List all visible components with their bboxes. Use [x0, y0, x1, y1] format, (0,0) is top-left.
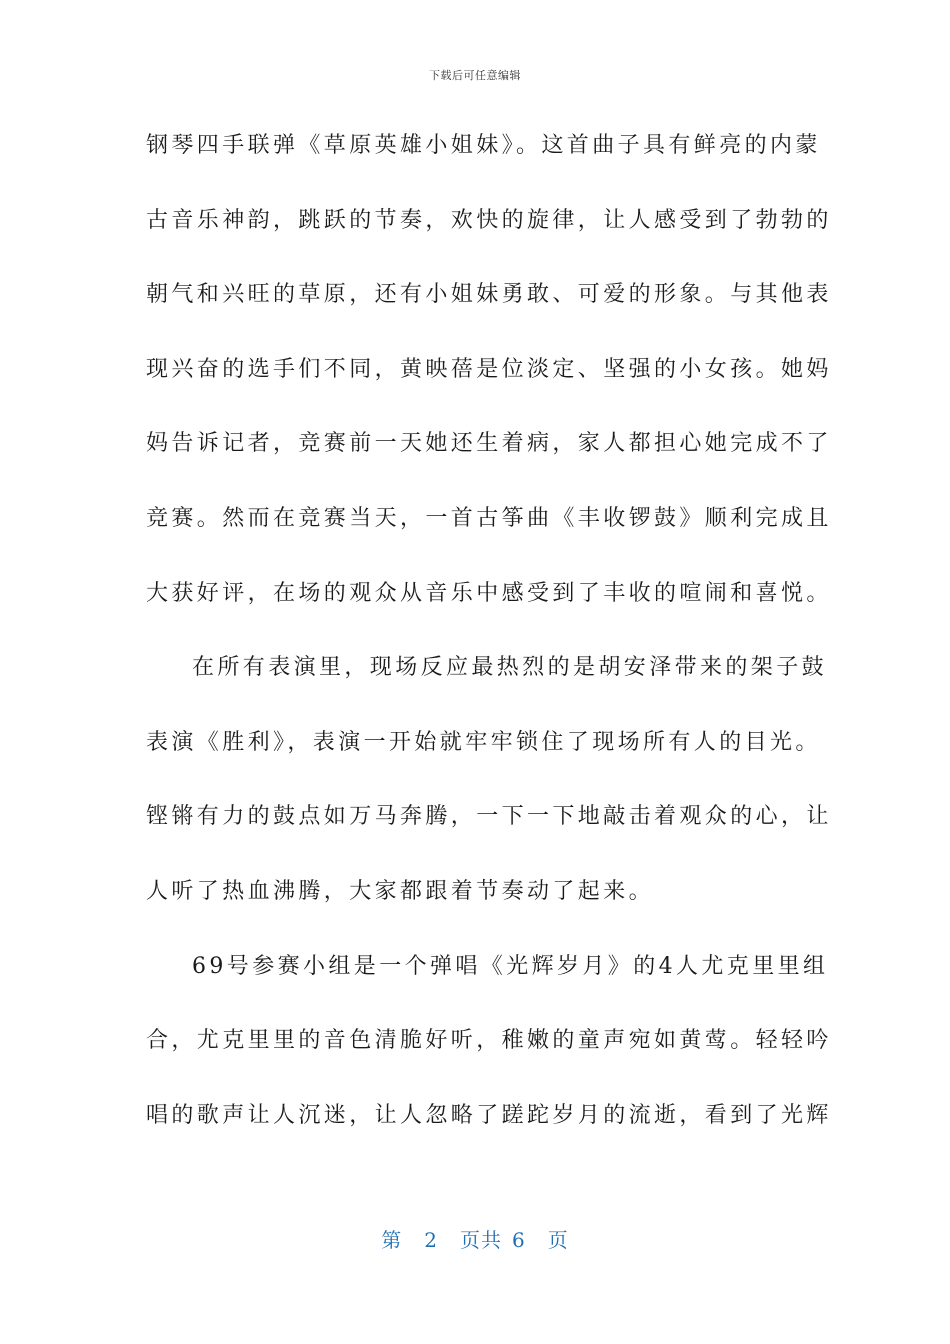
paragraph-start-line: 69号参赛小组是一个弹唱《光辉岁月》的4人尤克里里组 [192, 953, 829, 979]
text-line: 合，尤克里里的音色清脆好听，稚嫩的童声宛如黄莺。轻轻吟 [146, 1028, 832, 1054]
page-number: 2 [424, 1228, 438, 1252]
text-line: 钢琴四手联弹《草原英雄小姐妹》。这首曲子具有鲜亮的内蒙 [146, 133, 821, 158]
text-line: 妈告诉记者，竞赛前一天她还生着病，家人都担心她完成不了 [146, 431, 832, 457]
text-line: 人听了热血沸腾，大家都跟着节奏动了起来。 [146, 878, 655, 904]
text-line: 表演《胜利》，表演一开始就牢牢锁住了现场所有人的目光。 [146, 729, 821, 755]
body-text [146, 126, 832, 1170]
text-line: 铿锵有力的鼓点如万马奔腾，一下一下地敲击着观众的心，让 [146, 804, 832, 830]
text-line: 古音乐神韵，跳跃的节奏，欢快的旋律，让人感受到了勃勃的 [146, 207, 832, 233]
page-footer [0, 1224, 950, 1253]
text-line: 朝气和兴旺的草原，还有小姐妹勇敢、可爱的形象。与其他表 [146, 282, 832, 308]
text-line: 大获好评，在场的观众从音乐中感受到了丰收的喧闹和喜悦。 [146, 580, 832, 606]
page-suffix: 页 [547, 1228, 569, 1252]
text-line: 竞赛。然而在竞赛当天，一首古筝曲《丰收锣鼓》顺利完成且 [146, 505, 832, 531]
text-line: 现兴奋的选手们不同，黄映蓓是位淡定、坚强的小女孩。她妈 [146, 356, 832, 382]
page-middle: 页共 [460, 1228, 502, 1252]
page-total: 6 [512, 1228, 526, 1252]
text-line: 唱的歌声让人沉迷，让人忽略了蹉跎岁月的流逝，看到了光辉 [146, 1102, 832, 1128]
header-note: 下载后可任意编辑 [429, 69, 521, 82]
page-prefix: 第 [381, 1228, 403, 1252]
paragraph-start-line: 在所有表演里，现场反应最热烈的是胡安泽带来的架子鼓 [192, 655, 828, 681]
